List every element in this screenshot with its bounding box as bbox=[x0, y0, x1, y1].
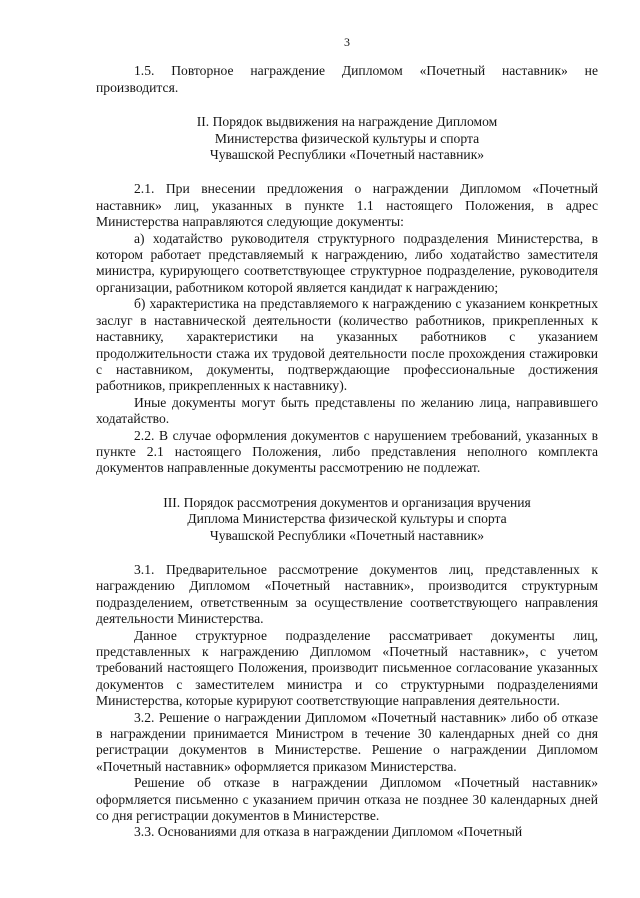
section-2-heading-line: II. Порядок выдвижения на награждение Дипломом bbox=[196, 114, 498, 130]
paragraph-2-1: 2.1. При внесении предложения о награждении Дипломом «Почетный наставник» лиц, указанных в пункте 1.1 настоящего Положения, в адрес Министерства направляются следующие документы: bbox=[96, 181, 598, 230]
list-item-a: а) ходатайство руководителя структурного подразделения Министерства, в котором работает представляемый к награждению, либо ходатайство заместителя министра, курирующего соответствующее структурное подразделение, руководителя организации, работником которой является кандидат к награждению; bbox=[96, 230, 598, 295]
section-3-heading-line: Чувашской Республики «Почетный наставник» bbox=[209, 527, 485, 543]
paragraph-3-3: 3.3. Основаниями для отказа в награждении Дипломом «Почетный bbox=[134, 824, 523, 840]
section-2-heading-line: Чувашской Республики «Почетный наставник» bbox=[209, 147, 485, 163]
paragraph-3-1: 3.1. Предварительное рассмотрение документов лиц, представленных к награждению Дипломом «Почетный наставник», производится структурным подразделением, ответственным за осуществление соответствующего направления деятельности Министерства. bbox=[96, 561, 598, 627]
paragraph-2-2: 2.2. В случае оформления документов с нарушением требований, указанных в пункте 2.1 настоящего Положения, либо представления неполного комплекта документов направленные документы рассмотрению не подлежат. bbox=[96, 427, 598, 476]
paragraph-3-1-continued: Данное структурное подразделение рассматривает документы лиц, представленных к награждению Дипломом «Почетный наставник», с учетом требований настоящего Положения, производит письменное согласование указанных документов с заместителем министра и со структурными подразделениями Министерства, которые курируют соответствующие направления деятельности. bbox=[96, 627, 598, 709]
section-2-heading-line: Министерства физической культуры и спорта bbox=[214, 130, 480, 146]
section-2-heading bbox=[96, 114, 598, 163]
paragraph-other-documents: Иные документы могут быть представлены по желанию лица, направившего ходатайство. bbox=[96, 394, 598, 427]
paragraph-3-2-continued: Решение об отказе в награждении Дипломом «Почетный наставник» оформляется письменно с указанием причин отказа не позднее 30 календарных дней со дня регистрации документов в Министерстве. bbox=[96, 775, 598, 824]
page-number: 3 bbox=[344, 35, 350, 49]
paragraph-1-5: 1.5. Повторное награждение Дипломом «Почетный наставник» не производится. bbox=[96, 63, 598, 95]
list-item-b: б) характеристика на представляемого к награждению с указанием конкретных заслуг в наставнической деятельности (количество работников, прикрепленных к наставнику, характеристики на указанных работников с указанием продолжительности стажа их трудовой деятельности после прохождения стажировки с наставником, документы, подтверждающие профессиональные достижения работников, прикрепленных к наставнику). bbox=[96, 296, 598, 394]
section-3-heading bbox=[96, 495, 598, 544]
section-3-heading-line: III. Порядок рассмотрения документов и организация вручения bbox=[163, 494, 531, 510]
paragraph-3-2: 3.2. Решение о награждении Дипломом «Почетный наставник» либо об отказе в награждении принимается Министром в течение 30 календарных дней со дня регистрации документов в Министерстве. Решение о награждении Дипломом «Почетный наставник» оформляется приказом Министерства. bbox=[96, 709, 598, 774]
section-3-heading-line: Диплома Министерства физической культуры и спорта bbox=[187, 511, 507, 527]
